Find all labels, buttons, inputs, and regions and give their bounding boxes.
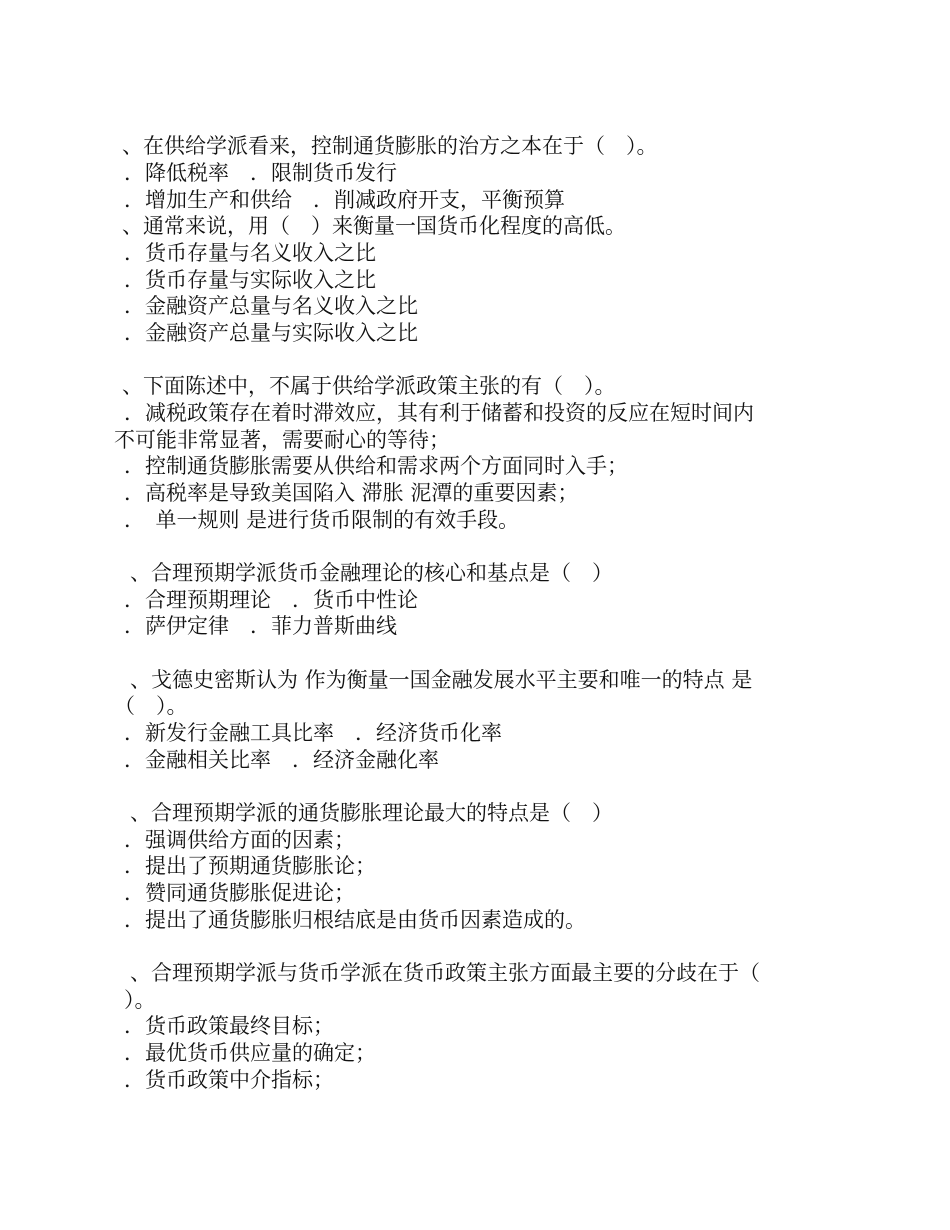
question-6-option-b: ．提出了预期通货膨胀论； xyxy=(124,854,376,878)
question-3-option-c: ．高税率是导致美国陷入 滞胀 泥潭的重要因素； xyxy=(124,481,579,505)
question-3-option-b: ．控制通货膨胀需要从供给和需求两个方面同时入手； xyxy=(124,454,628,478)
question-3-stem: 、下面陈述中，不属于供给学派政策主张的有（ ）。 xyxy=(122,374,616,398)
question-2-option-b: ．货币存量与实际收入之比 xyxy=(124,268,376,292)
question-3-option-a-cont: 不可能非常显著，需要耐心的等待； xyxy=(114,428,450,452)
question-2-stem: 、通常来说，用（ ）来衡量一国货币化程度的高低。 xyxy=(122,214,626,238)
question-6-option-d: ．提出了通货膨胀归根结底是由货币因素造成的。 xyxy=(124,908,586,932)
question-1-stem: 、在供给学派看来，控制通货膨胀的治方之本在于（ ）。 xyxy=(122,134,658,158)
question-7-option-b: ．最优货币供应量的确定； xyxy=(124,1041,376,1065)
question-6-option-a: ．强调供给方面的因素； xyxy=(124,828,355,852)
question-2-option-a: ．货币存量与名义收入之比 xyxy=(124,241,376,265)
question-5-options-cd: ．金融相关比率 ．经济金融化率 xyxy=(124,748,439,772)
question-6-stem: 、合理预期学派的通货膨胀理论最大的特点是（ ） xyxy=(130,801,613,825)
question-3-option-a: ．减税政策存在着时滞效应，其有利于储蓄和投资的反应在短时间内 xyxy=(124,401,754,425)
question-4-options-ab: ．合理预期理论 ．货币中性论 xyxy=(124,588,418,612)
question-7-option-c: ．货币政策中介指标； xyxy=(124,1068,334,1092)
question-6-option-c: ．赞同通货膨胀促进论； xyxy=(124,881,355,905)
question-1-options-ab: ．降低税率 ．限制货币发行 xyxy=(124,161,397,185)
question-5-stem-cont: （ ）。 xyxy=(114,694,188,718)
question-3-option-d: ． 单一规则 是进行货币限制的有效手段。 xyxy=(124,508,520,532)
question-5-options-ab: ．新发行金融工具比率 ．经济货币化率 xyxy=(124,721,502,745)
question-5-stem: 、戈德史密斯认为 作为衡量一国金融发展水平主要和唯一的特点 是 xyxy=(130,668,753,692)
question-7-stem: 、合理预期学派与货币学派在货币政策主张方面最主要的分歧在于（ xyxy=(130,961,760,985)
question-2-option-c: ．金融资产总量与名义收入之比 xyxy=(124,294,418,318)
question-4-stem: 、合理预期学派货币金融理论的核心和基点是（ ） xyxy=(130,561,613,585)
question-1-options-cd: ．增加生产和供给 ．削减政府开支，平衡预算 xyxy=(124,188,565,212)
question-2-option-d: ．金融资产总量与实际收入之比 xyxy=(124,321,418,345)
question-7-stem-cont: ）。 xyxy=(124,988,156,1012)
question-4-options-cd: ．萨伊定律 ．菲力普斯曲线 xyxy=(124,614,397,638)
question-7-option-a: ．货币政策最终目标； xyxy=(124,1014,334,1038)
